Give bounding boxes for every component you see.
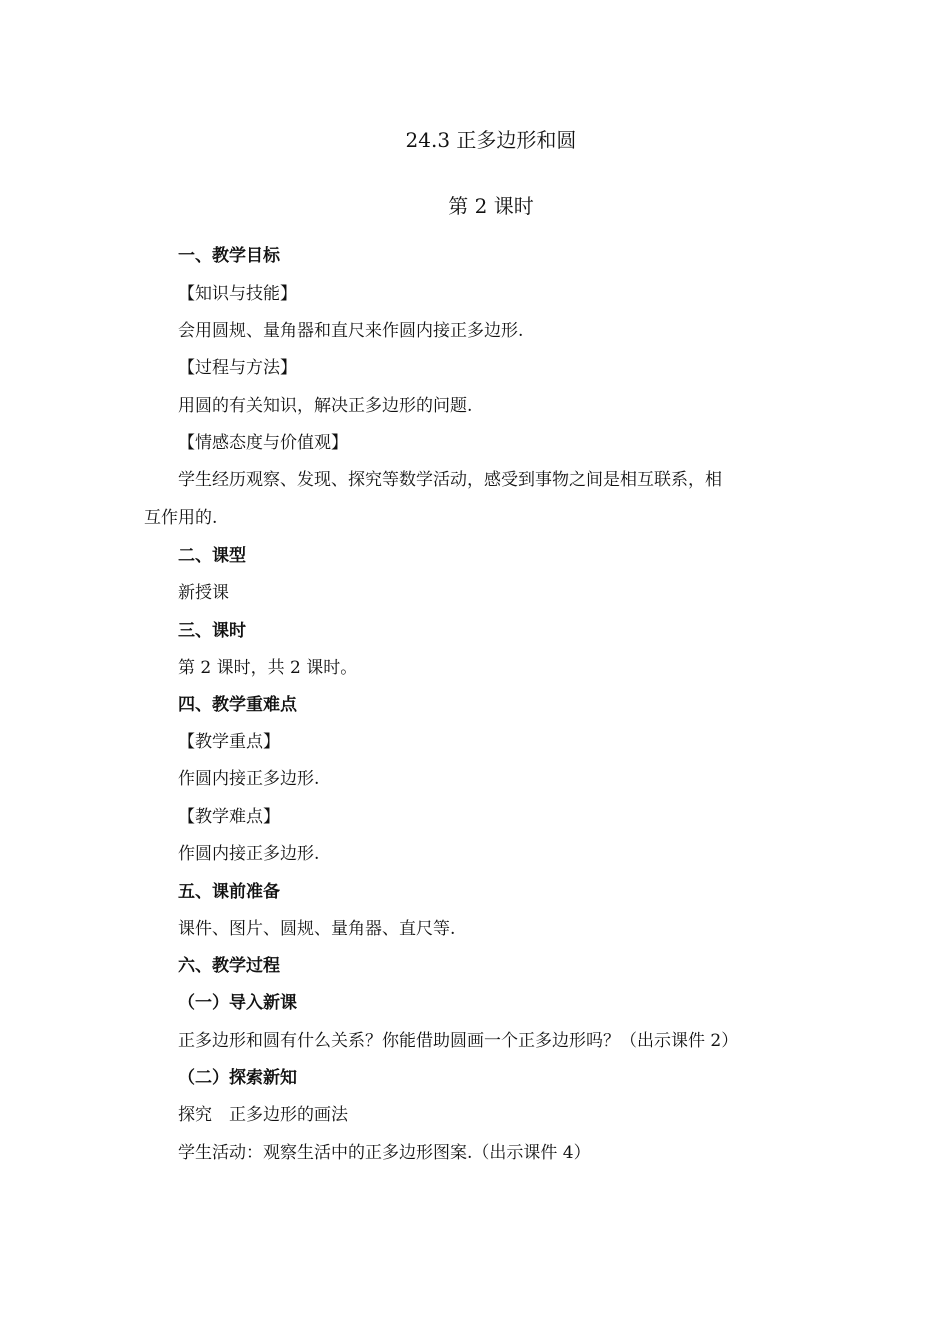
subheading-key-point: 【教学重点】 (178, 732, 280, 752)
paragraph: 正多边形和圆有什么关系？你能借助圆画一个正多边形吗？（出示课件 2） (178, 1031, 739, 1051)
document-title: 24.3 正多边形和圆 (405, 128, 577, 152)
paragraph: 课件、图片、圆规、量角器、直尺等. (178, 919, 456, 939)
subheading-attitude-values: 【情感态度与价值观】 (178, 433, 348, 453)
paragraph-continuation: 互作用的. (144, 508, 218, 528)
subsection-heading-explore: （二）探索新知 (178, 1068, 297, 1088)
subheading-difficulty: 【教学难点】 (178, 807, 280, 827)
section-heading-class-hours: 三、课时 (178, 621, 246, 641)
subheading-knowledge-skills: 【知识与技能】 (178, 284, 297, 304)
paragraph: 探究 正多边形的画法 (178, 1105, 348, 1125)
paragraph: 新授课 (178, 583, 229, 603)
subheading-process-method: 【过程与方法】 (178, 358, 297, 378)
paragraph: 第 2 课时，共 2 课时。 (178, 658, 358, 678)
paragraph: 作圆内接正多边形. (178, 769, 320, 789)
paragraph: 作圆内接正多边形. (178, 844, 320, 864)
section-heading-objectives: 一、教学目标 (178, 246, 280, 266)
paragraph: 会用圆规、量角器和直尺来作圆内接正多边形. (178, 321, 524, 341)
section-heading-key-points: 四、教学重难点 (178, 695, 297, 715)
lesson-subtitle: 第 2 课时 (448, 194, 534, 218)
paragraph: 学生经历观察、发现、探究等数学活动，感受到事物之间是相互联系，相 (178, 470, 722, 490)
section-heading-teaching-process: 六、教学过程 (178, 956, 280, 976)
paragraph: 学生活动：观察生活中的正多边形图案.（出示课件 4） (178, 1143, 591, 1163)
section-heading-lesson-type: 二、课型 (178, 546, 246, 566)
subsection-heading-introduction: （一）导入新课 (178, 993, 297, 1013)
section-heading-preparation: 五、课前准备 (178, 882, 280, 902)
paragraph: 用圆的有关知识，解决正多边形的问题. (178, 396, 473, 416)
